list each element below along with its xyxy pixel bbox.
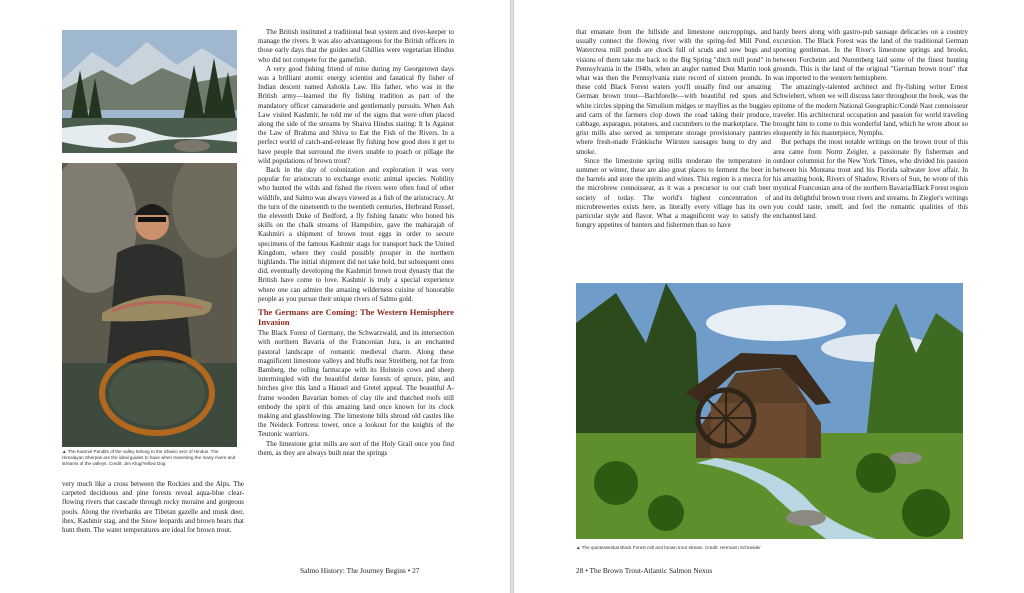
- photo-mountain-river: [62, 30, 237, 153]
- paragraph: The amazingly-talented architect and fly-fishing writer Ernest Schwiebert, whom we will discuss later throughout the book, was the epitome of the modern National Geographic/Condé Nast connoisseur traveler. His architectural occupation and passion for world traveling brought him to come to this wonderful land, which he wrote about so eloquently in his masterpiece, Nymphs.: [773, 83, 968, 138]
- page-folio-right: 28 • The Brown Trout-Atlantic Salmon Nexus: [576, 566, 713, 575]
- page-folio-left: Salmo History: The Journey Begins • 27: [300, 566, 420, 575]
- paragraph: very much like a cross between the Rockies and the Alps. The carpeted deciduous and pine forests reveal aqua-blue clear-flowing rivers that cascade through rocky moraine and gorgeous pools. Along the riverbanks are Tibetan gazelle and musk deer, ibex, Kashmir stag, and the Snow leopards and brown bears that hunt them. The water temperatures are ideal for brown trout.: [62, 480, 244, 535]
- paragraph: The limestone grist mills are sort of the Holy Grail once you find them, as they are always built near the springs: [258, 439, 454, 457]
- section-heading: The Germans are Coming: The Western Hemisphere Invasion: [258, 307, 454, 328]
- paragraph: that emanate from the hillside and limestone outcroppings, and usually connect the flowing river with the spring-fed Mill Pond. Watercress mill ponds are chock full of scuds and sow bugs and visions of them take me back to the Big Spring "ditch mill pond" in Pennsylvania in the 1940s, when an angler named Don Martin took what was then the Pennsylvania state record of sixteen pounds. In these cold Black Forest waters you'll usually find our amazing German brown trout—Bachforelle—with beautiful red spots and white circles sipping the Simulium midges or mayflies as the buggies and carts of the farmers clop down the road taking their produce, cabbage, asparagus, potatoes, and cucumbers to the marketplace. The grist mills also served as temperate storage provisionary pantries where fresh-made Fränkische Würsten sausages hung to dry and smoke.: [576, 28, 771, 156]
- paragraph: Since the limestone spring mills moderate the temperature in summer or winter, these are also great places to ferment the beer in the barrels and store the spirits and wines. This region is a mecca for the microbrew connoisseur, as it was a precursor to our craft beer society of today. The world's highest concentration of microbreweries exists here, as literally every village has its own particular style and flavor. What a magnificent way to satisfy the hungry appetites of hunters and fishermen than so have: [576, 156, 771, 230]
- paragraph: The British instituted a traditional beat system and river-keeper to manage the rivers. It was also advantageous for the British officers in those early days that the guides and Ghillies were vegetarian Hindus who did not compete for the gamefish.: [258, 28, 454, 64]
- angler-photo-caption: ▲ The Kasmiri Pandits of the valley belong to the Shaivo sect of Hindus. The Himalayan Sherpas are the ideal guides to have when traversing the many rivers and streams of the valleys. Credit: Jim Klug/Yellow Dog: [62, 449, 236, 466]
- right-column-2-text: [773, 28, 968, 270]
- mill-photo-caption: ▲ The quintessential Black Forest mill and brown trout stream. Credit: Hermann Schneider: [576, 545, 761, 550]
- paragraph: A very good fishing friend of mine during my Georgetown days was a brilliant atomic energy scientist and fanatical fly fisher of Indian descent named Ashokla Law. His father, who was in the British army—learned the fly fishing tradition as part of the mandatory officer camaraderie and gentlemanly pursuits. When Ash Law visited Kashmir, he told me of the signs that were often placed along the side of the streams by Shaiva Hindus stating: It Is Against the Law of Brahma and Shiva to Eat the Fish of the Rivers. In a perfect world of catch-and-release fly fishing how good does it get to have people that surround the rivers unable to poach or pillage the wild populations of brown trout?: [258, 64, 454, 165]
- right-column-1-text: [576, 28, 771, 270]
- paragraph: hardy beers along with gastro-pub sausage delicacies on a country excursion. The Black Forest was the land of the traditional German sporting gentleman. In the River's limestone springs and brooks, between Forcheim and Nuremberg laid some of the finest hunting grounds. This is the land of the original "German brown trout" that was imported to the western hemisphere.: [773, 28, 968, 83]
- right-page: [514, 0, 1024, 593]
- left-column-2-text: [258, 28, 454, 560]
- left-page: [0, 0, 510, 593]
- paragraph: But perhaps the most notable writings on the brown trout of this area came from Norm Zeigler, a passionate fly fisherman and outdoor columnist for the New York Times, who divided his passion between his Montana trout and his Florida saltwater love affair. In his amazing book, Rivers of Shadow, Rivers of Sun, he wrote of this mystical Franconian area of the northern Bavaria/Black Forest region and its delightful brown trout rivers and streams. In Ziegler's writings you could taste, smell, and feel the romantic qualities of this enchanted land.: [773, 138, 968, 221]
- photo-black-forest-mill: [576, 283, 963, 539]
- paragraph: Back in the day of colonization and exploration it was very popular for aristocrats to exchange exotic animal species. Nobility who hunted the wilds and fished the rivers were often fond of other wildlife, and Salmo was always viewed as a fish of the aristocracy. At the turn of the nineteenth to the twentieth centuries, Herbrand Russel, the eleventh Duke of Bedford, a fly fishing fanatic who honed his skills on the chalk streams of Hampshire, gave the maharajah of Kashmiri a shipment of brown trout eggs in order to secure specimens of the famous Kashmir stags for transport back the United Kingdom, where they could possibly prosper in the northern highlands. The initial shipment did not take hold, but subsequent ones did, eventually developing the Kashmiri brown trout dynasty that the British have come to love. Kashmir is truly a special experience where one can admire the amazing wilderness cuisine of honorable people as you pursue their unique rivers of Salmo gold.: [258, 166, 454, 303]
- photo-angler-with-trout: [62, 163, 237, 447]
- paragraph: The Black Forest of Germany, the Schwarzwald, and its intersection with northern Bavaria of the Franconian Jura, is an enchanted pastoral landscape of romantic medieval charm. Along these magnificent limestone valleys and bluffs near Streitberg, not far from Bamberg, the rolling farmscape with its Holstein cows and sheep intermingled with the beautiful dense forests of spruce, pine, and birches give this land a Hansel and Gretel appeal. The beautiful A-frame wooden Bavarian homes of clay tile and thatched roofs still embody the spirit of this amazing land once known for its clock making and glassblowing. The limestone hills shroud old castles like the Neideck Fortress tower, once a lookout for the knights of the Teutonic warriors.: [258, 329, 454, 439]
- left-column-1-text: [62, 480, 244, 555]
